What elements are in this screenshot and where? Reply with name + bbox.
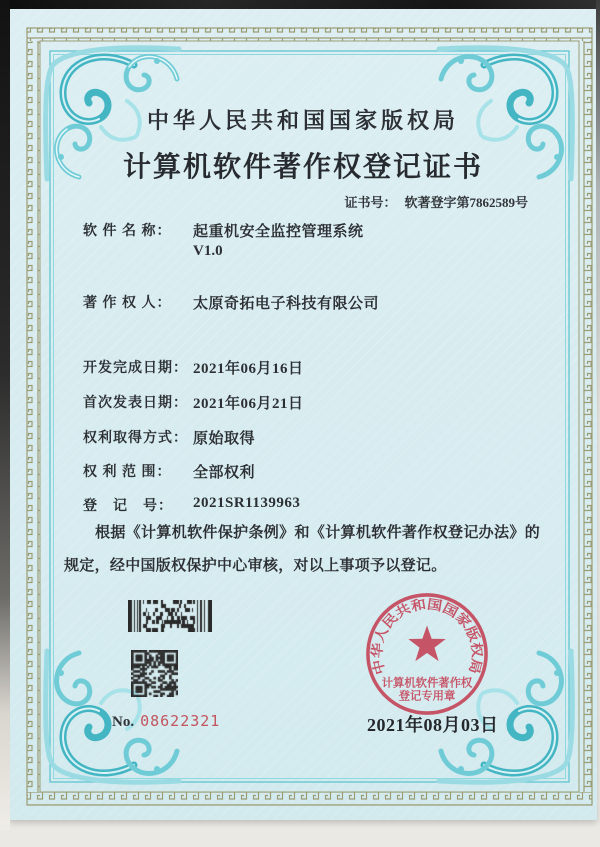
software-version: V1.0 — [193, 243, 223, 259]
pdf417-barcode-icon — [128, 600, 212, 632]
certificate-number-line — [344, 192, 528, 211]
authority-title: 中华人民共和国国家版权局 — [146, 108, 459, 133]
field-label: 开发完成日期： — [83, 361, 188, 376]
certificate-paper — [9, 9, 597, 820]
certificate-number-value: 软著登字第7862589号 — [404, 195, 528, 210]
serial-number: 08622321 — [140, 712, 221, 730]
field-label: 软 件 名 称： — [83, 224, 172, 239]
field-row-rights-scope — [83, 461, 255, 482]
field-row-software-name — [83, 220, 364, 241]
red-star-icon — [408, 625, 445, 661]
field-row-first-publish-date — [83, 392, 304, 413]
field-row-registration-number — [83, 495, 300, 515]
official-seal — [363, 590, 491, 718]
photo-edge-right — [596, 0, 600, 420]
seal-inner-line2: 登记专用章 — [398, 690, 456, 703]
field-label: 首次发表日期： — [83, 396, 188, 411]
field-value: 2021年06月16日 — [193, 361, 304, 377]
seal-inner-line1: 计算机软件著作权 — [381, 677, 473, 690]
certificate-number-label: 证书号： — [344, 195, 397, 210]
field-label: 登 记 号： — [83, 499, 173, 514]
field-value: 全部权利 — [193, 465, 256, 481]
field-row-dev-complete-date — [83, 357, 304, 378]
seal-ring-text: 中华人民共和国国家版权局 — [369, 596, 485, 677]
field-row-copyright-owner — [83, 292, 379, 313]
field-value: 2021SR1139963 — [193, 495, 301, 511]
qr-code-icon — [131, 650, 178, 697]
field-value: 起重机安全监控管理系统 — [193, 224, 364, 240]
photo-edge-left — [0, 0, 10, 830]
field-value: 原始取得 — [193, 431, 256, 447]
field-row-rights-acquisition — [83, 427, 255, 448]
field-label: 权 利 范 围： — [83, 465, 172, 480]
field-value: 2021年06月21日 — [193, 396, 304, 412]
field-value: 太原奇拓电子科技有限公司 — [193, 296, 380, 312]
field-label: 著 作 权 人： — [83, 296, 172, 311]
serial-number-line — [112, 712, 220, 731]
serial-prefix: No. — [112, 714, 135, 730]
registration-statement: 根据《计算机软件保护条例》和《计算机软件著作权登记办法》的规定，经中国版权保护中心审核，对以上事项予以登记。 — [64, 525, 540, 574]
issue-date: 2021年08月03日 — [367, 715, 499, 735]
certificate-title: 计算机软件著作权登记证书 — [122, 152, 483, 183]
field-label: 权利取得方式： — [83, 431, 188, 446]
